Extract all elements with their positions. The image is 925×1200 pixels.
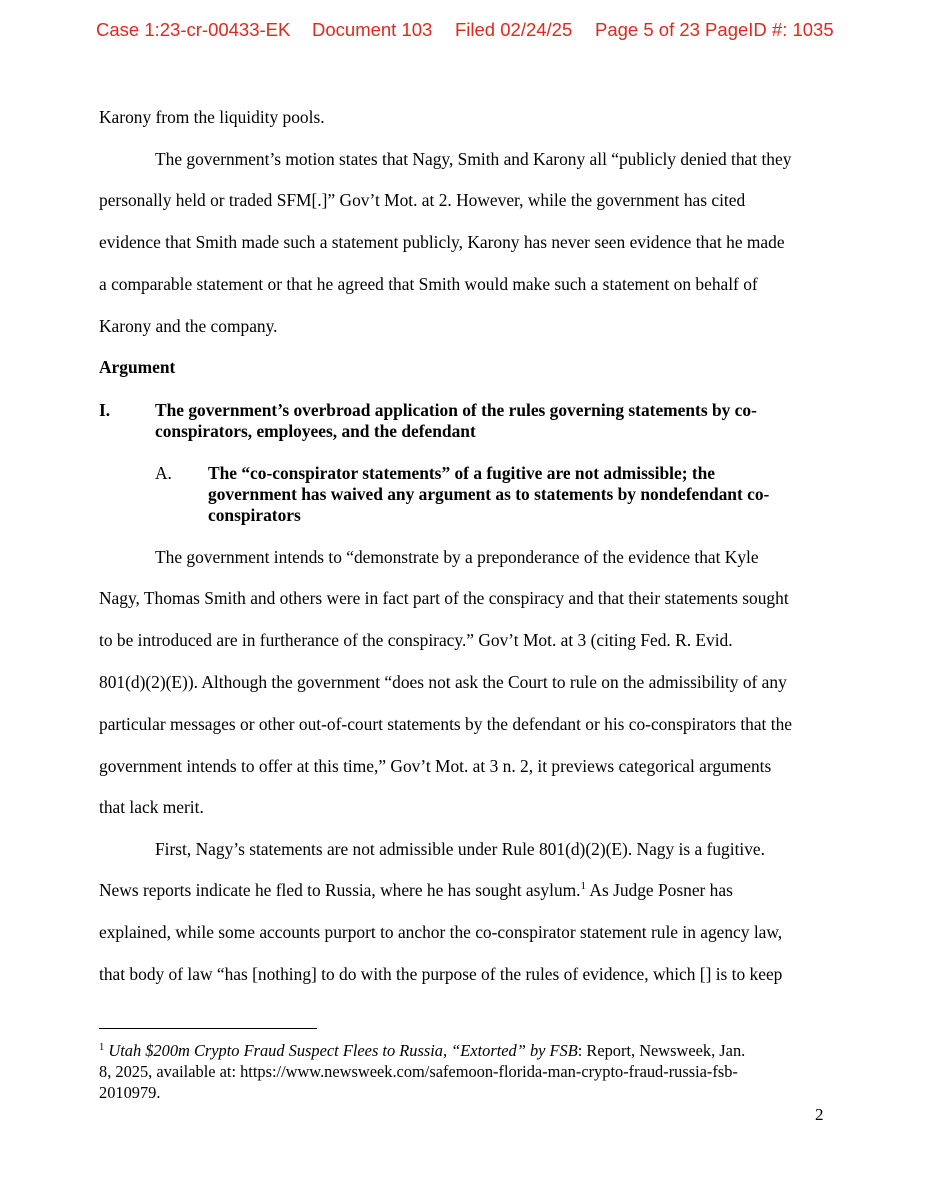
body-line: evidence that Smith made such a statement publicly, Karony has never seen evidence that he made <box>99 232 785 252</box>
footnote-line: 8, 2025, available at: https://www.newsweek.com/safemoon-florida-man-crypto-fraud-russia-fsb- <box>99 1062 738 1081</box>
footnote-line: 2010979. <box>99 1083 161 1102</box>
argument-heading: Argument <box>99 357 176 377</box>
footnote-text: : Report, Newsweek, Jan. <box>577 1041 746 1060</box>
footnote-reference: 1 <box>580 880 587 892</box>
body-line: Nagy, Thomas Smith and others were in fact part of the conspiracy and that their statements sought <box>99 588 789 608</box>
subsection-heading-line: conspirators <box>208 505 301 525</box>
body-line: that lack merit. <box>99 797 204 817</box>
body-line <box>99 880 733 900</box>
body-line: 801(d)(2)(E)). Although the government “does not ask the Court to rule on the admissibility of any <box>99 672 787 692</box>
body-line: government intends to offer at this time,” Gov’t Mot. at 3 n. 2, it previews categorical arguments <box>99 756 772 776</box>
footnote-line <box>99 1041 745 1061</box>
footnote-marker: 1 <box>99 1042 105 1053</box>
body-line: a comparable statement or that he agreed that Smith would make such a statement on behalf of <box>99 274 758 294</box>
subsection-heading-line: The “co-conspirator statements” of a fugitive are not admissible; the <box>208 463 716 483</box>
body-line: Karony and the company. <box>99 316 278 336</box>
section-heading-line: The government’s overbroad application of the rules governing statements by co- <box>155 400 757 420</box>
section-number: I. <box>99 400 111 420</box>
header-document-number: Document 103 <box>312 19 433 40</box>
footnote-title: Utah $200m Crypto Fraud Suspect Flees to Russia, “Extorted” by FSB <box>108 1041 578 1060</box>
body-line: particular messages or other out-of-court statements by the defendant or his co-conspirators that the <box>99 714 792 734</box>
header-case-number: Case 1:23-cr-00433-EK <box>96 19 291 40</box>
page-number: 2 <box>815 1105 824 1124</box>
body-text: As Judge Posner has <box>586 880 733 900</box>
body-line: explained, while some accounts purport to anchor the co-conspirator statement rule in agency law, <box>99 922 783 942</box>
section-heading-line: conspirators, employees, and the defendant <box>155 421 476 441</box>
footnote-separator <box>99 1028 317 1029</box>
body-text: News reports indicate he fled to Russia, where he has sought asylum. <box>99 880 581 900</box>
body-line: The government’s motion states that Nagy, Smith and Karony all “publicly denied that they <box>155 149 792 169</box>
body-line: that body of law “has [nothing] to do with the purpose of the rules of evidence, which [] is to keep <box>99 964 783 984</box>
subsection-letter: A. <box>155 463 172 483</box>
header-filed-date: Filed 02/24/25 <box>455 19 573 40</box>
subsection-heading-line: government has waived any argument as to statements by nondefendant co- <box>208 484 770 504</box>
body-line: personally held or traded SFM[.]” Gov’t Mot. at 2. However, while the government has cited <box>99 190 746 210</box>
body-line: Karony from the liquidity pools. <box>99 107 325 127</box>
body-line: First, Nagy’s statements are not admissible under Rule 801(d)(2)(E). Nagy is a fugitive. <box>155 839 765 859</box>
body-line: to be introduced are in furtherance of the conspiracy.” Gov’t Mot. at 3 (citing Fed. R. Evid. <box>99 630 733 650</box>
header-page-id: Page 5 of 23 PageID #: 1035 <box>595 19 834 40</box>
body-line: The government intends to “demonstrate by a preponderance of the evidence that Kyle <box>155 547 759 567</box>
